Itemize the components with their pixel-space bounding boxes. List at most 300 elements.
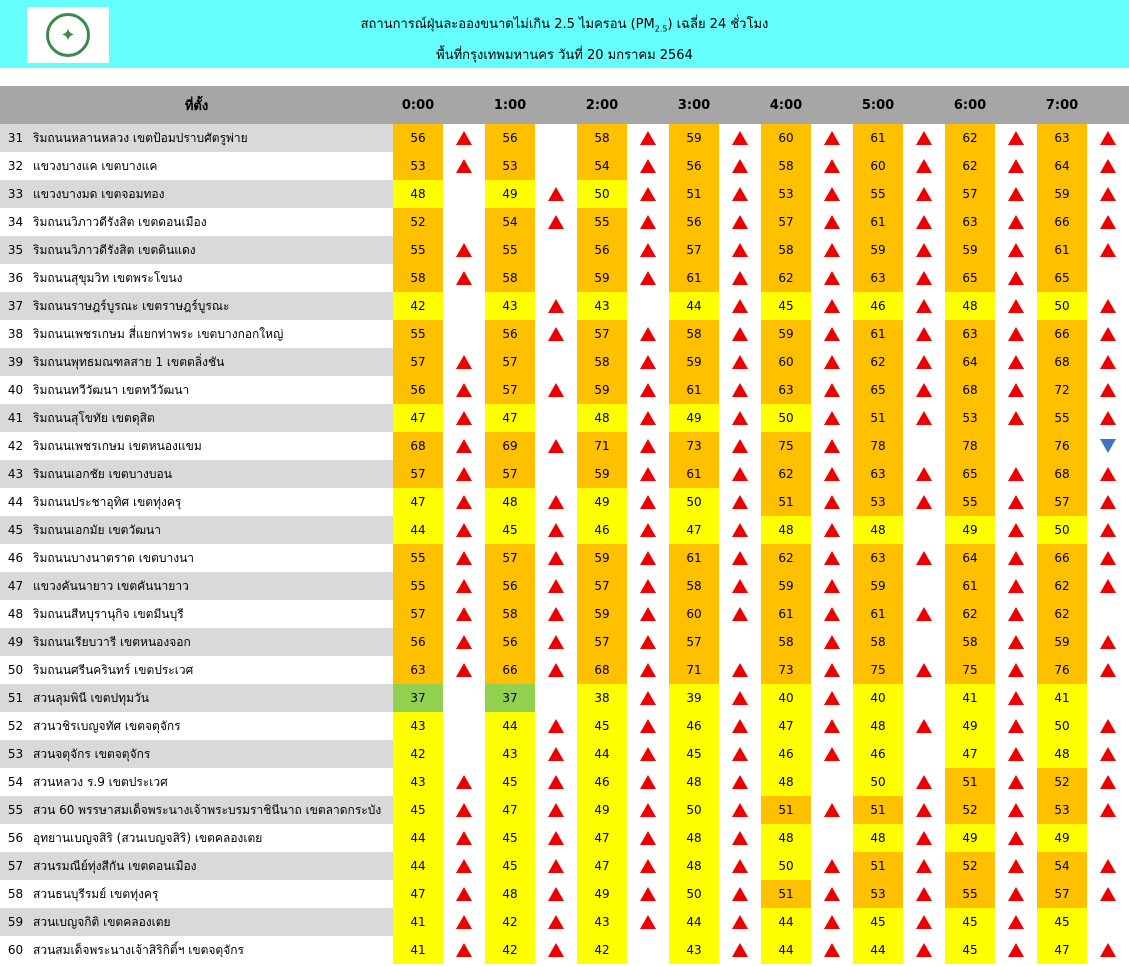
pm25-value-cell: 45: [485, 768, 535, 796]
table-row: [0, 208, 1129, 236]
pm25-value-cell: 58: [761, 152, 811, 180]
pm25-value-cell: 48: [669, 824, 719, 852]
triangle-up-icon: [916, 159, 932, 173]
trend-cell: [1087, 376, 1129, 404]
triangle-up-icon: [640, 551, 656, 565]
triangle-up-icon: [824, 327, 840, 341]
station-location: ริมถนนเพชรเกษม สี่แยกท่าพระ เขตบางกอกใหญ่: [31, 320, 393, 348]
triangle-up-icon: [1008, 859, 1024, 873]
trend-cell: [995, 684, 1037, 712]
triangle-up-icon: [824, 915, 840, 929]
trend-cell: [811, 852, 853, 880]
trend-cell: [535, 376, 577, 404]
trend-cell: [995, 292, 1037, 320]
trend-cell: [995, 712, 1037, 740]
station-location: ริมถนนทวีวัฒนา เขตทวีวัฒนา: [31, 376, 393, 404]
pm25-value-cell: 40: [761, 684, 811, 712]
pm25-value-cell: 62: [945, 152, 995, 180]
triangle-up-icon: [732, 187, 748, 201]
triangle-up-icon: [1100, 551, 1116, 565]
pm25-value-cell: 57: [1037, 488, 1087, 516]
trend-cell: [995, 320, 1037, 348]
pm25-value-cell: 45: [485, 852, 535, 880]
pm25-value-cell: 57: [577, 320, 627, 348]
trend-cell: [1087, 124, 1129, 152]
trend-cell: [535, 740, 577, 768]
pm25-value-cell: 61: [669, 544, 719, 572]
triangle-up-icon: [916, 271, 932, 285]
table-row: [0, 516, 1129, 544]
pm25-value-cell: 47: [485, 404, 535, 432]
hour-column-header: 7:00: [1037, 86, 1087, 124]
pm25-value-cell: 62: [761, 264, 811, 292]
triangle-up-icon: [1100, 159, 1116, 173]
trend-cell: [995, 236, 1037, 264]
triangle-up-icon: [548, 943, 564, 957]
trend-cell: [535, 152, 577, 180]
pm25-value-cell: 55: [485, 236, 535, 264]
station-location: สวนเบญจกิติ เขตคลองเตย: [31, 908, 393, 936]
trend-cell: [443, 488, 485, 516]
trend-cell: [443, 544, 485, 572]
pm25-value-cell: 63: [945, 208, 995, 236]
station-location: สวนลุมพินี เขตปทุมวัน: [31, 684, 393, 712]
trend-cell: [719, 152, 761, 180]
triangle-up-icon: [640, 887, 656, 901]
pm25-value-cell: 64: [945, 348, 995, 376]
triangle-up-icon: [548, 635, 564, 649]
pm25-value-cell: 44: [853, 936, 903, 964]
triangle-up-icon: [640, 635, 656, 649]
triangle-up-icon: [456, 551, 472, 565]
pm25-value-cell: 50: [669, 796, 719, 824]
triangle-up-icon: [1008, 243, 1024, 257]
triangle-up-icon: [640, 607, 656, 621]
trend-cell: [811, 712, 853, 740]
station-number: 34: [0, 208, 31, 236]
pm25-value-cell: 76: [1037, 432, 1087, 460]
trend-cell: [903, 880, 945, 908]
station-number: 41: [0, 404, 31, 432]
pm25-value-cell: 64: [1037, 152, 1087, 180]
trend-cell: [443, 376, 485, 404]
table-row: [0, 572, 1129, 600]
triangle-up-icon: [548, 831, 564, 845]
pm25-value-cell: 46: [853, 292, 903, 320]
pm25-value-cell: 60: [761, 348, 811, 376]
hour-column-header: 6:00: [945, 86, 995, 124]
pm25-value-cell: 50: [1037, 712, 1087, 740]
trend-cell: [811, 404, 853, 432]
triangle-up-icon: [548, 859, 564, 873]
trend-cell: [1087, 880, 1129, 908]
trend-cell: [719, 348, 761, 376]
triangle-up-icon: [456, 803, 472, 817]
pm25-value-cell: 48: [853, 712, 903, 740]
pm25-value-cell: 59: [1037, 628, 1087, 656]
pm25-value-cell: 59: [761, 320, 811, 348]
trend-cell: [811, 544, 853, 572]
trend-cell: [1087, 516, 1129, 544]
station-location: สวนรมณีย์ทุ่งสีกัน เขตดอนเมือง: [31, 852, 393, 880]
triangle-up-icon: [640, 719, 656, 733]
triangle-up-icon: [824, 579, 840, 593]
pm25-value-cell: 68: [577, 656, 627, 684]
station-number: 53: [0, 740, 31, 768]
trend-cell: [811, 236, 853, 264]
trend-cell: [903, 628, 945, 656]
trend-cell: [627, 936, 669, 964]
triangle-up-icon: [640, 355, 656, 369]
trend-cell: [903, 740, 945, 768]
trend-cell: [719, 124, 761, 152]
triangle-up-icon: [732, 523, 748, 537]
trend-cell: [811, 796, 853, 824]
trend-cell: [535, 320, 577, 348]
trend-cell: [903, 572, 945, 600]
pm25-value-cell: 50: [669, 488, 719, 516]
triangle-up-icon: [456, 467, 472, 481]
station-number: 51: [0, 684, 31, 712]
pm25-value-cell: 55: [393, 236, 443, 264]
pm25-value-cell: 50: [761, 404, 811, 432]
triangle-up-icon: [1008, 635, 1024, 649]
station-number: 56: [0, 824, 31, 852]
trend-cell: [627, 320, 669, 348]
pm25-value-cell: 52: [393, 208, 443, 236]
triangle-up-icon: [1100, 467, 1116, 481]
trend-cell: [811, 740, 853, 768]
triangle-up-icon: [640, 523, 656, 537]
triangle-up-icon: [732, 775, 748, 789]
triangle-up-icon: [1008, 131, 1024, 145]
pm25-value-cell: 45: [577, 712, 627, 740]
trend-cell: [443, 348, 485, 376]
pm25-value-cell: 58: [485, 600, 535, 628]
station-location: ริมถนนเอกมัย เขตวัฒนา: [31, 516, 393, 544]
pm25-value-cell: 62: [761, 544, 811, 572]
triangle-up-icon: [732, 159, 748, 173]
trend-cell: [627, 852, 669, 880]
station-location: อุทยานเบญจสิริ (สวนเบญจสิริ) เขตคลองเตย: [31, 824, 393, 852]
trend-cell: [627, 544, 669, 572]
table-row: [0, 936, 1129, 964]
pm25-value-cell: 59: [761, 572, 811, 600]
triangle-up-icon: [456, 383, 472, 397]
trend-cell: [627, 516, 669, 544]
pm25-value-cell: 57: [577, 572, 627, 600]
triangle-up-icon: [732, 691, 748, 705]
station-location: แขวงบางมด เขตจอมทอง: [31, 180, 393, 208]
trend-cell: [995, 376, 1037, 404]
pm25-value-cell: 42: [393, 292, 443, 320]
pm25-value-cell: 57: [485, 376, 535, 404]
pm25-value-cell: 47: [669, 516, 719, 544]
trend-cell: [903, 936, 945, 964]
trend-cell: [903, 768, 945, 796]
trend-cell: [995, 488, 1037, 516]
triangle-up-icon: [732, 747, 748, 761]
triangle-up-icon: [732, 551, 748, 565]
pm25-value-cell: 50: [669, 880, 719, 908]
trend-cell: [719, 824, 761, 852]
pm25-value-cell: 38: [577, 684, 627, 712]
pm25-value-cell: 44: [669, 292, 719, 320]
trend-cell: [903, 376, 945, 404]
triangle-up-icon: [1008, 775, 1024, 789]
trend-column-header: [903, 86, 945, 124]
trend-cell: [995, 824, 1037, 852]
pm25-value-cell: 50: [853, 768, 903, 796]
trend-cell: [719, 460, 761, 488]
station-number: 60: [0, 936, 31, 964]
triangle-up-icon: [1008, 915, 1024, 929]
triangle-up-icon: [640, 495, 656, 509]
trend-cell: [903, 516, 945, 544]
triangle-up-icon: [916, 551, 932, 565]
trend-cell: [535, 684, 577, 712]
pm25-value-cell: 56: [393, 376, 443, 404]
pm25-value-cell: 45: [393, 796, 443, 824]
trend-cell: [719, 292, 761, 320]
pm25-value-cell: 40: [853, 684, 903, 712]
trend-cell: [535, 264, 577, 292]
report-subtitle: พื้นที่กรุงเทพมหานคร วันที่ 20 มกราคม 2564: [436, 48, 693, 63]
station-location: ริมถนนเพชรเกษม เขตหนองแขม: [31, 432, 393, 460]
triangle-up-icon: [1008, 607, 1024, 621]
pm25-value-cell: 43: [393, 768, 443, 796]
pm25-value-cell: 49: [577, 796, 627, 824]
trend-cell: [719, 656, 761, 684]
station-location: ริมถนนบางนาตราด เขตบางนา: [31, 544, 393, 572]
triangle-up-icon: [548, 187, 564, 201]
trend-cell: [995, 180, 1037, 208]
pm25-value-cell: 44: [393, 516, 443, 544]
pm25-value-cell: 58: [761, 236, 811, 264]
pm25-value-cell: 61: [669, 264, 719, 292]
trend-cell: [443, 852, 485, 880]
trend-cell: [719, 740, 761, 768]
trend-cell: [811, 348, 853, 376]
triangle-up-icon: [548, 887, 564, 901]
triangle-up-icon: [732, 299, 748, 313]
trend-cell: [995, 544, 1037, 572]
trend-cell: [719, 236, 761, 264]
pm25-value-cell: 59: [945, 236, 995, 264]
trend-cell: [627, 908, 669, 936]
pm25-value-cell: 69: [485, 432, 535, 460]
trend-cell: [627, 656, 669, 684]
triangle-up-icon: [1008, 159, 1024, 173]
table-row: [0, 488, 1129, 516]
hour-column-header: 1:00: [485, 86, 535, 124]
triangle-up-icon: [916, 383, 932, 397]
pm25-value-cell: 52: [945, 796, 995, 824]
station-location: แขวงคันนายาว เขตคันนายาว: [31, 572, 393, 600]
triangle-up-icon: [1100, 187, 1116, 201]
trend-cell: [719, 544, 761, 572]
pm25-value-cell: 75: [761, 432, 811, 460]
triangle-up-icon: [456, 887, 472, 901]
table-row: [0, 432, 1129, 460]
table-row: [0, 404, 1129, 432]
triangle-up-icon: [1008, 383, 1024, 397]
station-number: 48: [0, 600, 31, 628]
triangle-up-icon: [732, 663, 748, 677]
station-location: สวนจตุจักร เขตจตุจักร: [31, 740, 393, 768]
trend-cell: [627, 124, 669, 152]
pm25-value-cell: 63: [853, 264, 903, 292]
triangle-up-icon: [1100, 299, 1116, 313]
trend-cell: [811, 432, 853, 460]
pm25-value-cell: 55: [577, 208, 627, 236]
trend-cell: [995, 600, 1037, 628]
trend-cell: [443, 684, 485, 712]
pm25-value-cell: 47: [1037, 936, 1087, 964]
pm25-value-cell: 56: [485, 320, 535, 348]
station-location: ริมถนนศรีนครินทร์ เขตประเวศ: [31, 656, 393, 684]
triangle-up-icon: [732, 719, 748, 733]
pm25-value-cell: 49: [577, 880, 627, 908]
triangle-up-icon: [456, 495, 472, 509]
triangle-up-icon: [916, 943, 932, 957]
pm25-value-cell: 43: [577, 908, 627, 936]
triangle-up-icon: [1100, 355, 1116, 369]
pm25-value-cell: 55: [393, 320, 443, 348]
pm25-value-cell: 41: [393, 908, 443, 936]
pm25-value-cell: 58: [669, 572, 719, 600]
pm25-value-cell: 63: [1037, 124, 1087, 152]
pm25-value-cell: 48: [485, 488, 535, 516]
triangle-up-icon: [916, 915, 932, 929]
trend-cell: [535, 712, 577, 740]
triangle-up-icon: [548, 439, 564, 453]
triangle-up-icon: [548, 775, 564, 789]
trend-cell: [535, 768, 577, 796]
pm25-value-cell: 65: [945, 460, 995, 488]
station-number: 58: [0, 880, 31, 908]
trend-cell: [1087, 152, 1129, 180]
pm25-value-cell: 66: [1037, 320, 1087, 348]
trend-cell: [811, 824, 853, 852]
hour-column-header: 3:00: [669, 86, 719, 124]
table-header-row: [0, 86, 1129, 124]
pm25-value-cell: 59: [669, 124, 719, 152]
trend-cell: [1087, 936, 1129, 964]
pm25-value-cell: 44: [761, 908, 811, 936]
trend-cell: [1087, 404, 1129, 432]
trend-cell: [535, 404, 577, 432]
triangle-up-icon: [640, 215, 656, 229]
table-row: [0, 600, 1129, 628]
triangle-up-icon: [456, 159, 472, 173]
pm25-value-cell: 48: [669, 852, 719, 880]
pm25-value-cell: 57: [393, 348, 443, 376]
trend-cell: [995, 152, 1037, 180]
station-number: 39: [0, 348, 31, 376]
pm25-value-cell: 59: [853, 572, 903, 600]
triangle-up-icon: [1008, 831, 1024, 845]
triangle-up-icon: [824, 215, 840, 229]
pm25-value-cell: 61: [853, 208, 903, 236]
pm25-value-cell: 71: [669, 656, 719, 684]
pm25-value-cell: 41: [945, 684, 995, 712]
triangle-up-icon: [1008, 355, 1024, 369]
station-number: 38: [0, 320, 31, 348]
trend-cell: [1087, 796, 1129, 824]
triangle-up-icon: [824, 159, 840, 173]
triangle-up-icon: [640, 579, 656, 593]
triangle-up-icon: [824, 355, 840, 369]
triangle-up-icon: [916, 859, 932, 873]
pm25-value-cell: 62: [761, 460, 811, 488]
triangle-up-icon: [1100, 747, 1116, 761]
pm25-value-cell: 45: [945, 908, 995, 936]
pm25-value-cell: 50: [1037, 516, 1087, 544]
triangle-up-icon: [456, 439, 472, 453]
pm25-value-cell: 58: [393, 264, 443, 292]
trend-cell: [443, 460, 485, 488]
trend-cell: [1087, 264, 1129, 292]
trend-cell: [903, 796, 945, 824]
pm25-value-cell: 48: [853, 824, 903, 852]
pm25-value-cell: 47: [393, 404, 443, 432]
triangle-up-icon: [1008, 579, 1024, 593]
pm25-value-cell: 78: [945, 432, 995, 460]
table-row: [0, 460, 1129, 488]
pm25-value-cell: 47: [393, 880, 443, 908]
pm25-value-cell: 45: [761, 292, 811, 320]
triangle-up-icon: [824, 859, 840, 873]
triangle-up-icon: [1008, 187, 1024, 201]
trend-cell: [443, 740, 485, 768]
pm25-value-cell: 51: [761, 880, 811, 908]
trend-cell: [627, 600, 669, 628]
triangle-up-icon: [732, 243, 748, 257]
triangle-up-icon: [1008, 719, 1024, 733]
station-number: 36: [0, 264, 31, 292]
trend-cell: [627, 264, 669, 292]
triangle-up-icon: [640, 803, 656, 817]
pm25-value-cell: 44: [393, 852, 443, 880]
bangkok-seal-icon: ✦: [46, 13, 90, 57]
trend-cell: [443, 124, 485, 152]
pm25-value-cell: 53: [945, 404, 995, 432]
trend-cell: [719, 376, 761, 404]
trend-cell: [811, 572, 853, 600]
trend-cell: [1087, 628, 1129, 656]
pm25-value-cell: 62: [1037, 600, 1087, 628]
pm25-value-cell: 48: [393, 180, 443, 208]
trend-cell: [627, 348, 669, 376]
hour-column-header: 4:00: [761, 86, 811, 124]
triangle-up-icon: [916, 495, 932, 509]
pm25-value-cell: 45: [485, 824, 535, 852]
pm25-value-cell: 61: [853, 124, 903, 152]
pm25-value-cell: 56: [485, 124, 535, 152]
trend-cell: [903, 236, 945, 264]
triangle-up-icon: [1008, 663, 1024, 677]
triangle-up-icon: [824, 439, 840, 453]
trend-cell: [1087, 292, 1129, 320]
station-location: ริมถนนประชาอุทิศ เขตทุ่งครุ: [31, 488, 393, 516]
pm25-value-cell: 55: [945, 488, 995, 516]
triangle-up-icon: [1100, 663, 1116, 677]
trend-cell: [627, 768, 669, 796]
pm25-value-cell: 46: [761, 740, 811, 768]
hour-column-header: 0:00: [393, 86, 443, 124]
station-location: ริมถนนสุโขทัย เขตดุสิต: [31, 404, 393, 432]
